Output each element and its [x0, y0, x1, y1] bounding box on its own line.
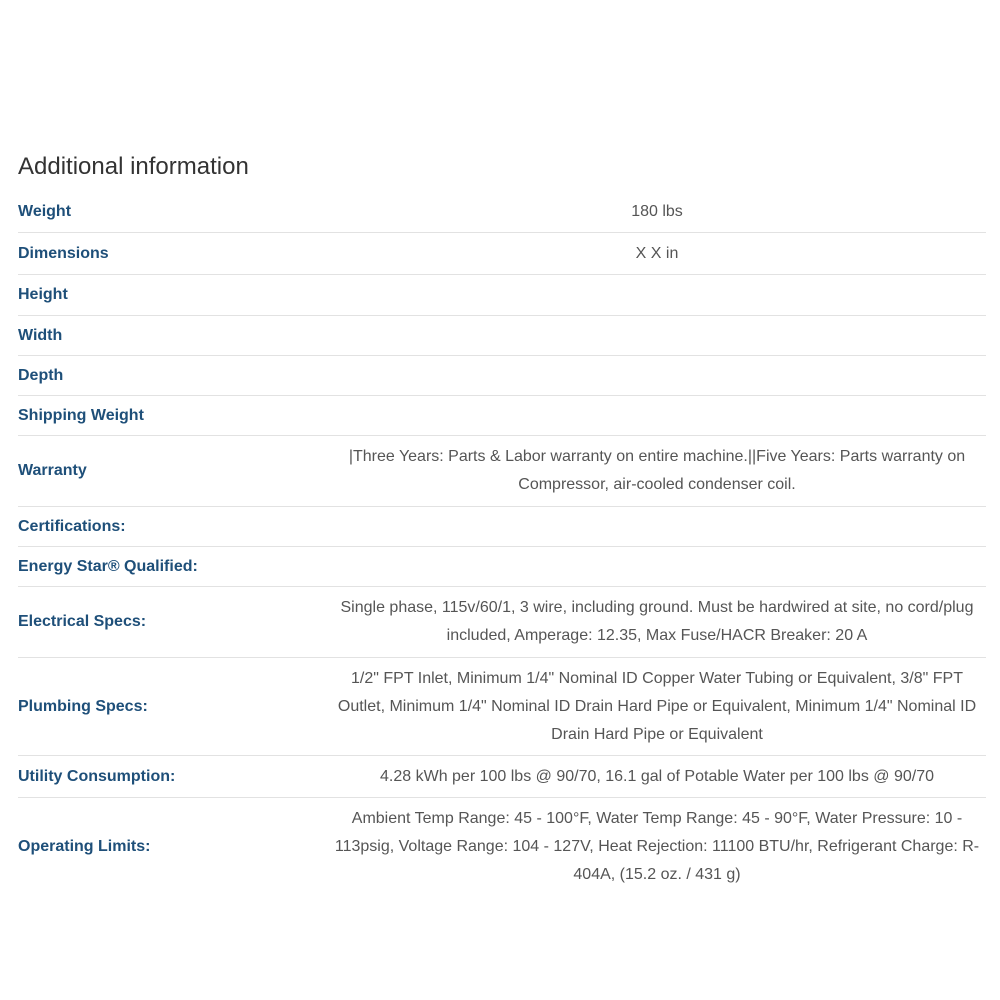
row-label: Energy Star® Qualified: [18, 557, 198, 575]
table-row-height [18, 275, 986, 316]
row-value: Single phase, 115v/60/1, 3 wire, including ground. Must be hardwired at site, no cord/plug included, Amperage: 12.35, Max Fuse/HACR Breaker: 20 A [340, 599, 974, 644]
table-row-operating-limits [18, 798, 986, 896]
table-row-electrical-specs [18, 587, 986, 658]
table-row-plumbing-specs [18, 658, 986, 756]
row-value: Ambient Temp Range: 45 - 100°F, Water Temp Range: 45 - 90°F, Water Pressure: 10 - 113psig, Voltage Range: 104 - 127V, Heat Rejection: 11100 BTU/hr, Refrigerant Charge: R-404A, (15.2 oz. / 431 g) [334, 809, 980, 883]
row-label: Utility Consumption: [18, 767, 176, 785]
row-label: Depth [18, 366, 64, 384]
row-label: Weight [18, 203, 72, 220]
table-row-certifications [18, 507, 986, 547]
table-row-shipping-weight [18, 396, 986, 436]
row-value: 4.28 kWh per 100 lbs @ 90/70, 16.1 gal of Potable Water per 100 lbs @ 90/70 [380, 767, 934, 785]
table-row-energy-star [18, 547, 986, 587]
additional-information-table [18, 192, 986, 896]
row-label: Width [18, 326, 63, 344]
row-label: Dimensions [18, 244, 109, 262]
row-value [328, 356, 986, 396]
row-label: Shipping Weight [18, 406, 144, 424]
row-label: Plumbing Specs: [18, 697, 148, 715]
table-row-depth [18, 356, 986, 396]
row-value: |Three Years: Parts & Labor warranty on entire machine.||Five Years: Parts warranty on Compressor, air-cooled condenser coil. [348, 448, 966, 493]
row-label: Height [18, 286, 68, 303]
row-value [328, 316, 986, 356]
additional-information-section [18, 152, 986, 896]
table-row-warranty [18, 436, 986, 507]
row-value: X X in [635, 244, 679, 262]
row-value [328, 275, 986, 316]
row-label: Warranty [18, 462, 87, 479]
table-row-dimensions [18, 233, 986, 275]
row-label: Certifications: [18, 517, 126, 535]
row-value [328, 396, 986, 436]
row-value: 180 lbs [631, 203, 683, 220]
table-row-weight [18, 192, 986, 233]
row-label: Operating Limits: [18, 837, 151, 855]
row-label: Electrical Specs: [18, 613, 147, 630]
row-value [328, 507, 986, 547]
section-title: Additional information [18, 153, 249, 180]
row-value [328, 547, 986, 587]
row-value: 1/2" FPT Inlet, Minimum 1/4" Nominal ID Copper Water Tubing or Equivalent, 3/8" FPT Outlet, Minimum 1/4" Nominal ID Drain Hard Pipe or Equivalent, Minimum 1/4" Nominal ID Drain Hard Pipe or Equivalent [337, 669, 977, 743]
table-row-width [18, 316, 986, 356]
table-row-utility-consumption [18, 756, 986, 798]
